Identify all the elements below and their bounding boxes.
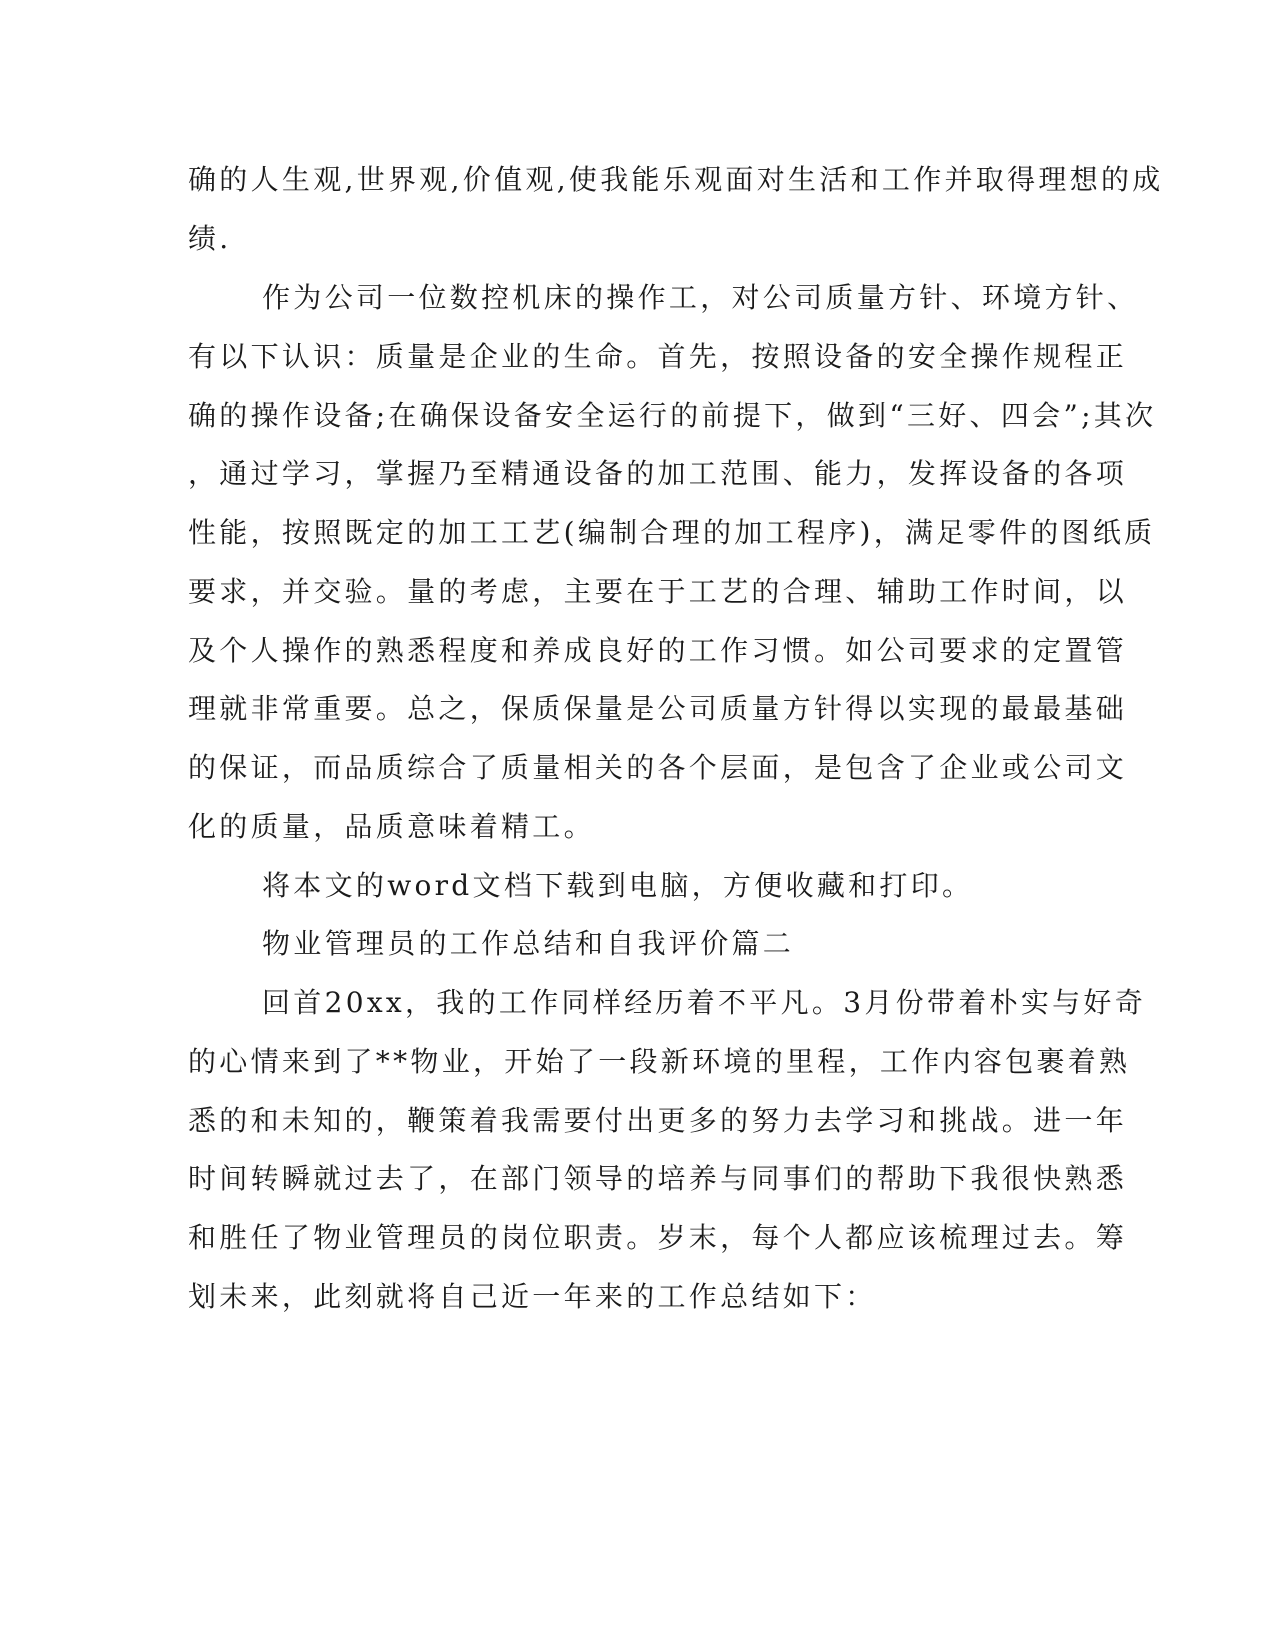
text-line: 要求，并交验。量的考虑，主要在于工艺的合理、辅助工作时间，以	[188, 575, 1128, 608]
text-line: 化的质量，品质意味着精工。	[188, 810, 595, 843]
text-line: 和胜任了物业管理员的岗位职责。岁末，每个人都应该梳理过去。筹	[188, 1221, 1128, 1254]
text-line: 悉的和未知的，鞭策着我需要付出更多的努力去学习和挑战。进一年	[188, 1104, 1128, 1137]
text-line: 划未来，此刻就将自己近一年来的工作总结如下：	[188, 1280, 877, 1313]
text-line: 的保证，而品质综合了质量相关的各个层面，是包含了企业或公司文	[188, 751, 1128, 784]
section-heading: 物业管理员的工作总结和自我评价篇二	[262, 927, 795, 960]
text-line: 绩.	[188, 222, 232, 255]
text-line: 有以下认识：质量是企业的生命。首先，按照设备的安全操作规程正	[188, 340, 1128, 373]
text-line: 确的人生观,世界观,价值观,使我能乐观面对生活和工作并取得理想的成	[188, 163, 1164, 196]
paragraph-start: 作为公司一位数控机床的操作工，对公司质量方针、环境方针、	[262, 281, 1139, 314]
text-line: 确的操作设备;在确保设备安全运行的前提下，做到“三好、四会”;其次	[188, 399, 1157, 432]
text-line: ，通过学习，掌握乃至精通设备的加工范围、能力，发挥设备的各项	[188, 457, 1128, 490]
text-line: 的心情来到了**物业，开始了一段新环境的里程，工作内容包裹着熟	[188, 1045, 1131, 1078]
paragraph-start: 回首20xx，我的工作同样经历着不平凡。3月份带着朴实与好奇	[262, 986, 1147, 1019]
download-note: 将本文的word文档下载到电脑，方便收藏和打印。	[262, 869, 974, 902]
text-line: 及个人操作的熟悉程度和养成良好的工作习惯。如公司要求的定置管	[188, 634, 1128, 667]
text-line: 时间转瞬就过去了，在部门领导的培养与同事们的帮助下我很快熟悉	[188, 1162, 1128, 1195]
text-line: 理就非常重要。总之，保质保量是公司质量方针得以实现的最最基础	[188, 692, 1128, 725]
text-line: 性能，按照既定的加工工艺(编制合理的加工程序)，满足零件的图纸质	[188, 516, 1156, 549]
